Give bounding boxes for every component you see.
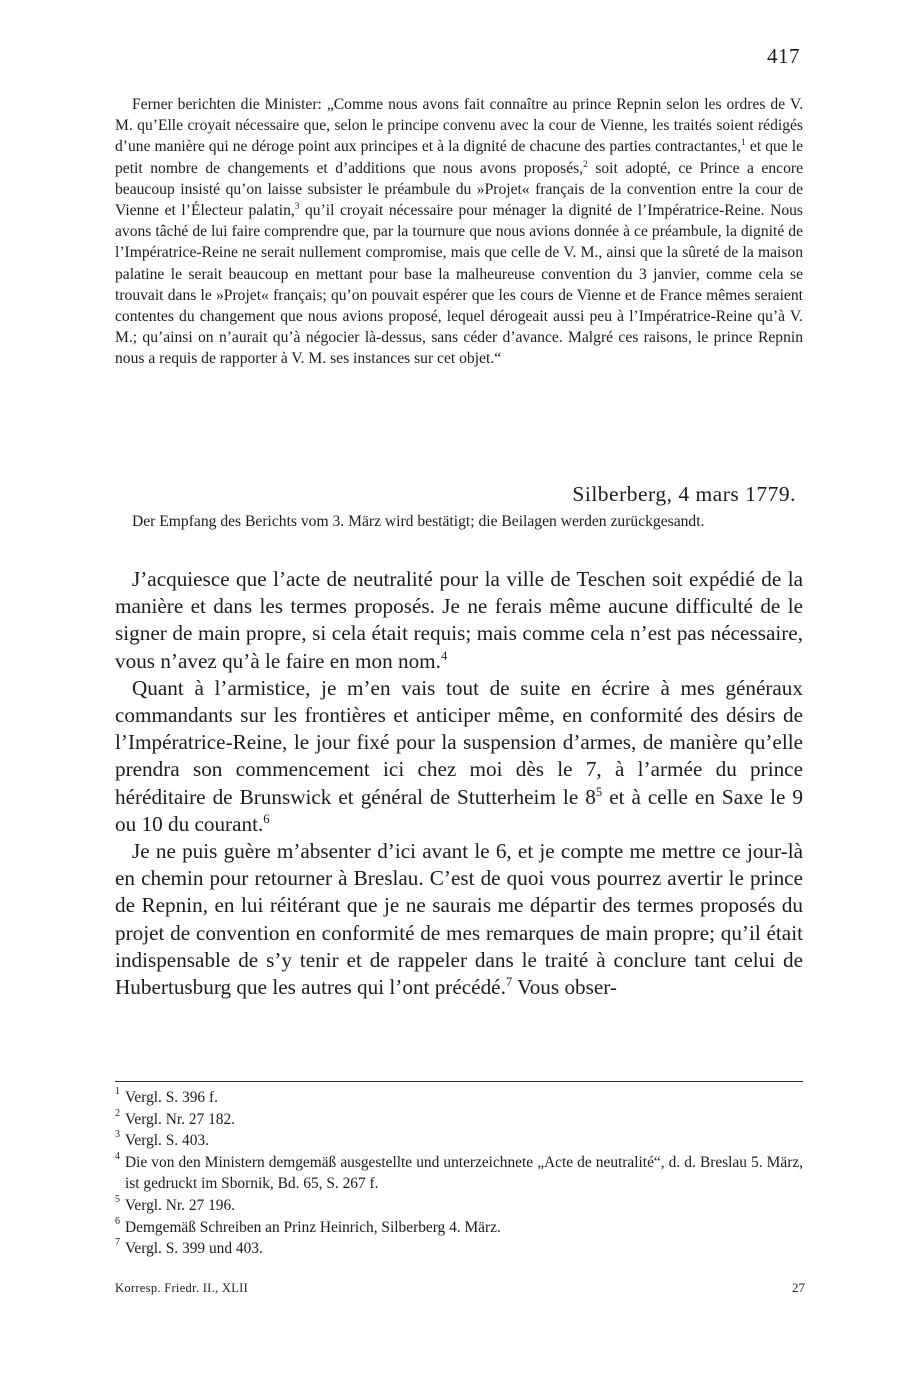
paragraph-2-text-b: et à celle en Saxe le 9 ou 10 du courant. — [115, 784, 803, 836]
page-number: 417 — [767, 44, 800, 68]
footnote — [115, 1238, 803, 1260]
footnote-number: 4 — [115, 1150, 120, 1162]
paragraph-3-tail: Vous obser- — [512, 975, 617, 1000]
paragraph-3-text: Je ne puis guère m’absenter d’ici avant le 6, et je compte me mettre ce jour-là en chemin pour retourner à Breslau. C’est de quoi vous pourrez avertir le prince de Repnin, en lui réitérant que je ne saurais me départir des termes proposés du projet de convention en conformité de mes remarques de main propre; qu’il était indispensable de s’y tenir et de rappeler dans le traité à conclure tant celui de Hubertusburg que les autres qui l’ont précédé. — [115, 839, 803, 1000]
summary-text: Der Empfang des Berichts vom 3. März wird bestätigt; die Beilagen werden zurückgesandt. — [132, 513, 705, 530]
footnote-text: Demgemäß Schreiben an Prinz Heinrich, Silberberg 4. März. — [125, 1218, 501, 1236]
paragraph-2-text-a: Quant à l’armistice, je m’en vais tout de suite en écrire à mes généraux commandants sur les frontières et anticiper même, en conformité des désirs de l’Impératrice-Reine, le jour fixé pour la suspension d’armes, de manière qu’elle prendra son commencement ici chez moi dès le 7, à l’armée du prince héréditaire de Brunswick et général de Stutterheim le 8 — [115, 675, 803, 809]
ministers-report-text-c: soit adopté, ce Prince a encore beaucoup insisté qu’on laisse subsister le préambule du »Projet« français de la convention entre la cour de Vienne et l’Électeur palatin, — [115, 159, 803, 220]
letter-paragraph-1 — [115, 566, 803, 675]
signature-mark: 27 — [792, 1280, 805, 1295]
footnote-number: 1 — [115, 1086, 120, 1097]
footnote-ref-7: 7 — [505, 974, 513, 989]
footnote-number: 3 — [115, 1129, 120, 1141]
running-foot: Korresp. Friedr. II., XLII — [115, 1281, 249, 1295]
footnote-text: Vergl. S. 403. — [125, 1132, 209, 1150]
footnote-text: Vergl. S. 396 f. — [125, 1089, 218, 1106]
footnote-ref-6: 6 — [263, 811, 270, 826]
footnote — [115, 1087, 803, 1109]
footnote — [115, 1109, 803, 1131]
footnote-ref-1: 1 — [741, 138, 746, 149]
footnote-text: Vergl. S. 399 und 403. — [125, 1240, 263, 1258]
ministers-report-block — [115, 94, 803, 370]
footnote — [115, 1195, 803, 1217]
letter-summary — [115, 511, 803, 532]
footnote-text: Die von den Ministern demgemäß ausgestellte und unterzeichnete „Acte de neutralité“, d. d. Breslau 5. März, ist gedruckt im Sbornik, Bd. 65, S. 267 f. — [125, 1153, 803, 1193]
ministers-report-text-a: Ferner berichten die Minister: „Comme nous avons fait connaître au prince Repnin selon les ordres de V. M. qu’Elle croyait nécessaire que, selon le principe convenu avec la cour de Vienne, les traités soient rédigés d’une manière qui ne déroge point aux principes et à la dignité de chacune des parties contractantes, — [115, 96, 803, 156]
footnote-number: 7 — [115, 1237, 120, 1249]
footnote-number: 5 — [115, 1193, 120, 1205]
footnote-number: 6 — [115, 1215, 120, 1227]
footnote — [115, 1152, 803, 1195]
footnote-text: Vergl. Nr. 27 182. — [125, 1110, 236, 1128]
footnote-ref-3: 3 — [294, 201, 300, 212]
ministers-report-paragraph — [115, 94, 803, 370]
letter-dateline: Silberberg, 4 mars 1779. — [572, 482, 796, 506]
footnote-ref-4: 4 — [440, 648, 448, 663]
letter-body — [115, 566, 803, 1001]
paragraph-1-text: J’acquiesce que l’acte de neutralité pour la ville de Teschen soit expédié de la manière et dans les termes proposés. Je ne ferais même aucune difficulté de le signer de main propre, si cela était requis; mais comme cela n’est pas nécessaire, vous n’avez qu’à le faire en mon nom. — [115, 567, 803, 673]
footnotes — [115, 1087, 803, 1260]
letter-paragraph-3 — [115, 838, 803, 1001]
footnote-text: Vergl. Nr. 27 196. — [125, 1196, 236, 1214]
footnote — [115, 1217, 803, 1239]
footnote-number: 2 — [115, 1107, 120, 1119]
ministers-report-text-b: et que le petit nombre de changements et d’additions que nous avons proposés, — [115, 138, 803, 177]
letter-paragraph-2 — [115, 675, 803, 838]
footnote-divider — [115, 1081, 803, 1082]
footnote-ref-2: 2 — [583, 159, 588, 170]
footnote — [115, 1130, 803, 1152]
ministers-report-text-d: qu’il croyait nécessaire pour ménager la dignité de l’Impératrice-Reine. Nous avons tâché de lui faire comprendre que, par la tournure que nous avions donnée à ce préambule, la dignité de l’Impératrice-Reine ne serait nullement compromise, mais que celle de V. M., ainsi que la sûreté de la maison palatine le serait beaucoup en mettant pour base la malheureuse convention du 3 janvier, comme cela se trouvait dans le »Projet« français; qu’on pouvait espérer que les cours de Vienne et de France mêmes seraient contentes du changement que nous avions proposé, lequel dérogeait aussi peu à l’Impératrice-Reine qu’à V. M.; qu’ainsi on n’aurait qu’à négocier là-dessus, sans céder d’avance. Malgré ces raisons, le prince Repnin nous a requis de rapporter à V. M. ses instances sur cet objet.“ — [115, 202, 804, 368]
footnote-ref-5: 5 — [595, 784, 603, 799]
